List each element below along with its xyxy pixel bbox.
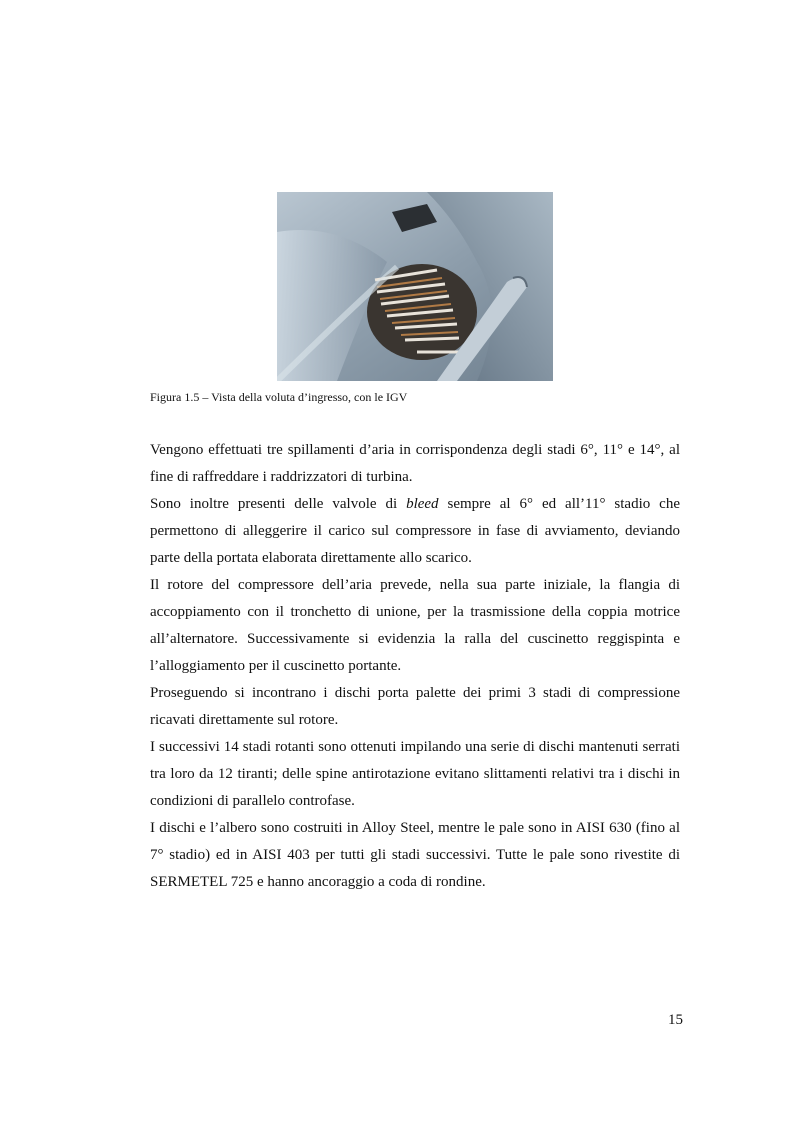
paragraph: Sono inoltre presenti delle valvole di bleed sempre al 6° ed all’11° stadio che permettono di alleggerire il carico sul compressore in fase di avviamento, deviando parte della portata elaborata direttamente allo scarico.: [150, 496, 680, 566]
paragraph: I successivi 14 stadi rotanti sono ottenuti impilando una serie di dischi mantenuti serrati tra loro da 12 tiranti; delle spine antirotazione evitano slittamenti relativi tra i dischi in condizioni di parallelo controfase.: [150, 739, 680, 809]
paragraph: Vengono effettuati tre spillamenti d’aria in corrispondenza degli stadi 6°, 11° e 14°, al fine di raffreddare i raddrizzatori di turbina.: [150, 442, 680, 485]
paragraph: Il rotore del compressore dell’aria prevede, nella sua parte iniziale, la flangia di accoppiamento con il tronchetto di unione, per la trasmissione della coppia motrice all’alternatore. Successivamente si evidenzia la ralla del cuscinetto reggispinta e l’alloggiamento per il cuscinetto portante.: [150, 577, 680, 674]
page-number: 15: [668, 1012, 683, 1028]
body-text: [150, 437, 680, 896]
paragraph: I dischi e l’albero sono costruiti in Alloy Steel, mentre le pale sono in AISI 630 (fino al 7° stadio) ed in AISI 403 per tutti gli stadi successivi. Tutte le pale sono rivestite di SERMETEL 725 e hanno ancoraggio a coda di rondine.: [150, 820, 680, 890]
figure-photo-inlet-volute: [277, 192, 553, 381]
figure-caption: Figura 1.5 – Vista della voluta d’ingresso, con le IGV: [150, 390, 408, 404]
paragraph: Proseguendo si incontrano i dischi porta palette dei primi 3 stadi di compressione ricavati direttamente sul rotore.: [150, 685, 680, 728]
